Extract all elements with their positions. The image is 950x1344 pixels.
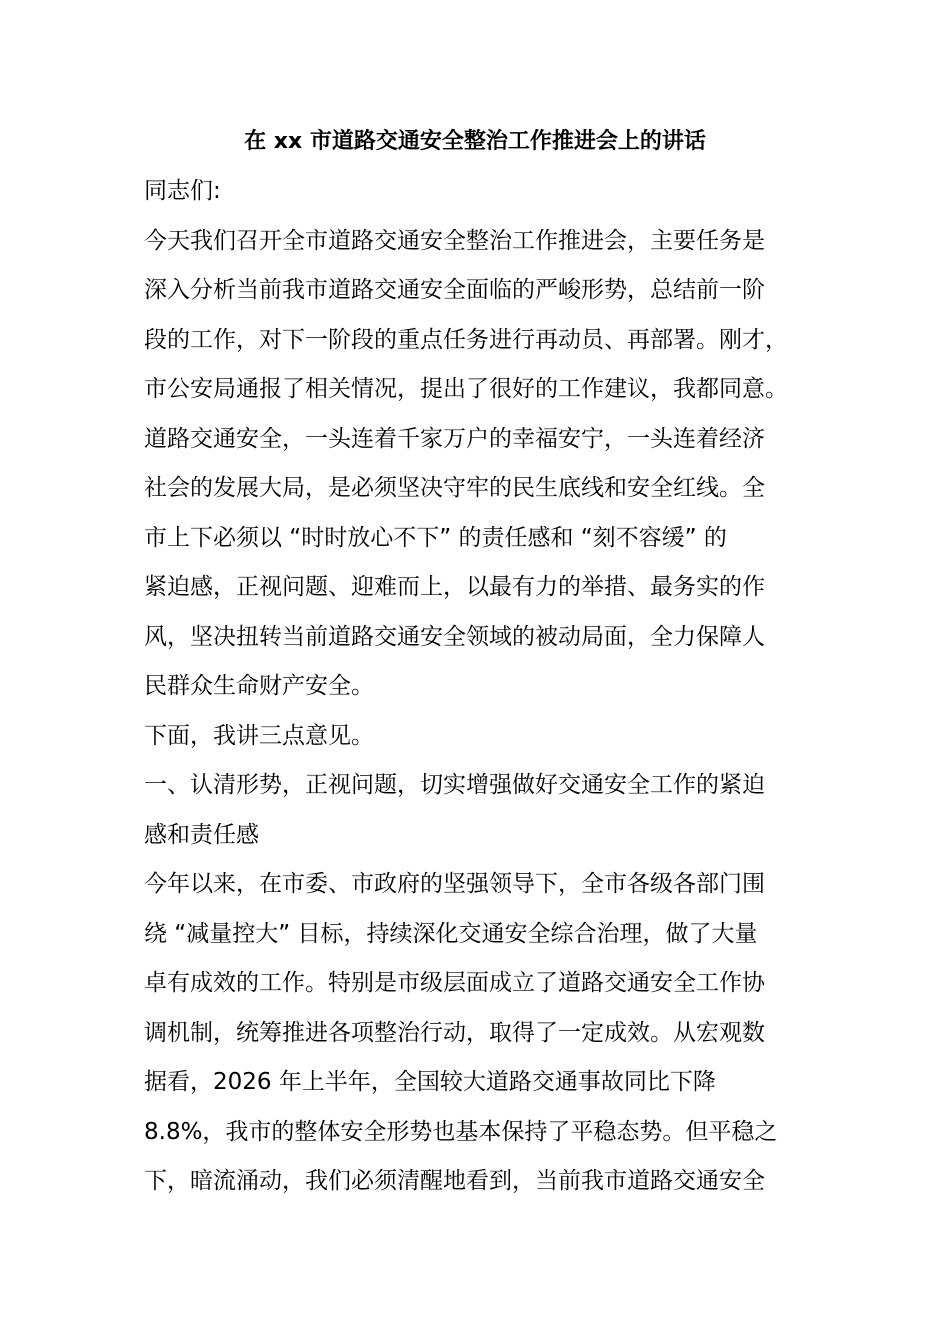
paragraph-line: 民群众生命财产安全。	[144, 673, 374, 699]
paragraph-line: 8.8%，我市的整体安全形势也基本保持了平稳态势。但平稳之	[144, 1119, 778, 1145]
paragraph-line: 同志们:	[144, 178, 221, 204]
paragraph-line: 今天我们召开全市道路交通安全整治工作推进会，主要任务是	[144, 228, 765, 254]
paragraph-line: 社会的发展大局，是必须坚决守牢的民生底线和安全红线。全	[144, 475, 765, 501]
paragraph-line: 下，暗流涌动，我们必须清醒地看到，当前我市道路交通安全	[144, 1168, 765, 1194]
section-heading-line: 感和责任感	[144, 822, 259, 848]
paragraph-line: 卓有成效的工作。特别是市级层面成立了道路交通安全工作协	[144, 970, 765, 996]
paragraph-line: 市公安局通报了相关情况，提出了很好的工作建议，我都同意。	[144, 376, 788, 402]
paragraph-line: 深入分析当前我市道路交通安全面临的严峻形势，总结前一阶	[144, 277, 765, 303]
paragraph-line: 风，坚决扭转当前道路交通安全领域的被动局面，全力保障人	[144, 624, 765, 650]
paragraph-line: 市上下必须以 “时时放心不下” 的责任感和 “刻不容缓” 的	[144, 525, 727, 551]
section-heading-line: 一、认清形势，正视问题，切实增强做好交通安全工作的紧迫	[144, 772, 765, 798]
paragraph-line: 下面，我讲三点意见。	[144, 723, 374, 749]
paragraph-line: 调机制，统筹推进各项整治行动，取得了一定成效。从宏观数	[144, 1020, 765, 1046]
paragraph-line: 绕 “减量控大” 目标，持续深化交通安全综合治理，做了大量	[144, 921, 758, 947]
paragraph-line: 紧迫感，正视问题、迎难而上，以最有力的举措、最务实的作	[144, 574, 765, 600]
paragraph-line: 今年以来，在市委、市政府的坚强领导下，全市各级各部门围	[144, 871, 765, 897]
document-title: 在 xx 市道路交通安全整治工作推进会上的讲话	[244, 129, 706, 154]
paragraph-line: 据看，2026 年上半年，全国较大道路交通事故同比下降	[144, 1069, 716, 1095]
paragraph-line: 道路交通安全，一头连着千家万户的幸福安宁，一头连着经济	[144, 426, 765, 452]
paragraph-line: 段的工作，对下一阶段的重点任务进行再动员、再部署。刚才，	[144, 327, 788, 353]
